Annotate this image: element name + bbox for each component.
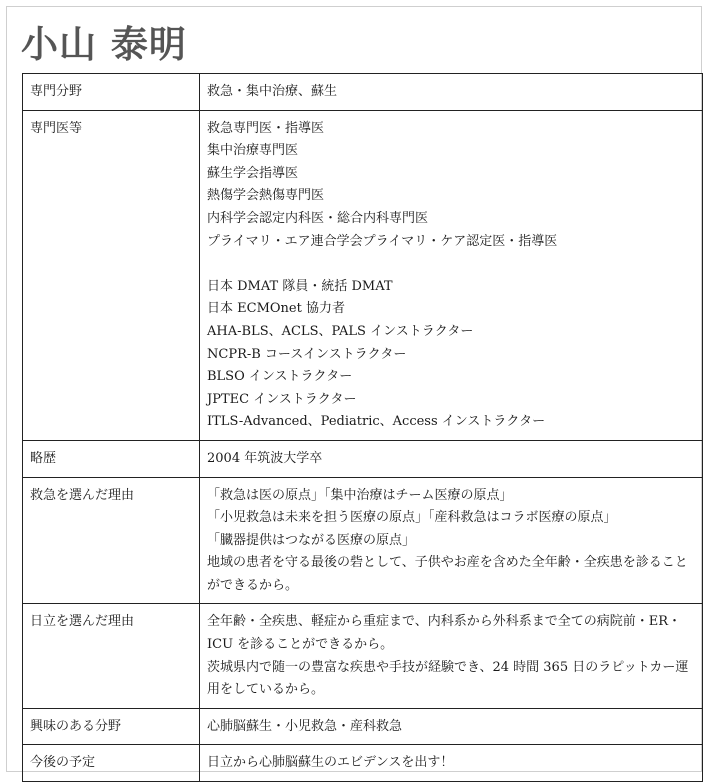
value-line: 心肺脳蘇生・小児救急・産科救急 [207,718,403,734]
value-line: 「救急は医の原点」「集中治療はチーム医療の原点」 [207,487,513,503]
value-line: AHA-BLS、ACLS、PALS インストラクター [207,323,474,339]
value-paragraph: 全年齢・全疾患、軽症から重症まで、内科系から外科系まで全ての病院前・ER・ICU を診ることができるから。 [207,614,682,653]
row-value [200,477,703,604]
value-paragraph: 茨城県内で随一の豊富な疾患や手技が経験でき、24 時間 365 日のラピットカー運用をしているから。 [207,659,689,698]
value-line: プライマリ・エア連合学会プライマリ・ケア認定医・指導医 [207,233,558,249]
row-label: 専門医等 [23,110,200,440]
row-label: 興味のある分野 [23,708,200,745]
row-label: 専門分野 [23,74,200,111]
table-row [23,604,703,708]
value-line: ITLS-Advanced、Pediatric、Access インストラクター [207,414,546,430]
value-line: 「臓器提供はつながる医療の原点」 [207,532,416,548]
row-label: 今後の予定 [23,745,200,782]
value-line: 集中治療専門医 [207,143,299,159]
value-line: 蘇生学会指導医 [207,165,299,181]
table-row [23,440,703,477]
row-value [200,708,703,745]
value-line: NCPR-B コースインストラクター [207,346,407,362]
table-row [23,74,703,111]
doctor-name: 小山 泰明 [21,23,187,66]
value-line: 2004 年筑波大学卒 [207,450,323,466]
value-line: 熱傷学会熱傷専門医 [207,188,325,204]
value-line: 「小児救急は未来を担う医療の原点」「産科救急はコラボ医療の原点」 [207,510,617,526]
value-line: JPTEC インストラクター [207,391,357,407]
table-row [23,745,703,782]
value-line: BLSO インストラクター [207,369,353,385]
row-label: 日立を選んだ理由 [23,604,200,708]
value-line: 内科学会認定内科医・総合内科専門医 [207,210,429,226]
blank-line [207,253,695,276]
row-value [200,74,703,111]
value-paragraph: 地域の患者を守る最後の砦として、子供やお産を含めた全年齢・全疾患を診ることができるから。 [207,555,688,593]
row-value [200,110,703,440]
value-line: 救急・集中治療、蘇生 [207,84,338,99]
row-value [200,604,703,708]
row-value [200,440,703,477]
table-row [23,708,703,745]
value-line: 日本 DMAT 隊員・統括 DMAT [207,278,393,294]
value-line: 救急専門医・指導医 [207,120,325,136]
table-row [23,110,703,440]
row-label: 略歴 [23,440,200,477]
value-line: 日本 ECMOnet 協力者 [207,301,345,317]
table-row [23,477,703,604]
row-value [200,745,703,782]
value-line: 日立から心肺脳蘇生のエビデンスを出す！ [207,755,454,771]
profile-card [6,6,702,772]
row-label: 救急を選んだ理由 [23,477,200,604]
profile-table [22,73,703,782]
